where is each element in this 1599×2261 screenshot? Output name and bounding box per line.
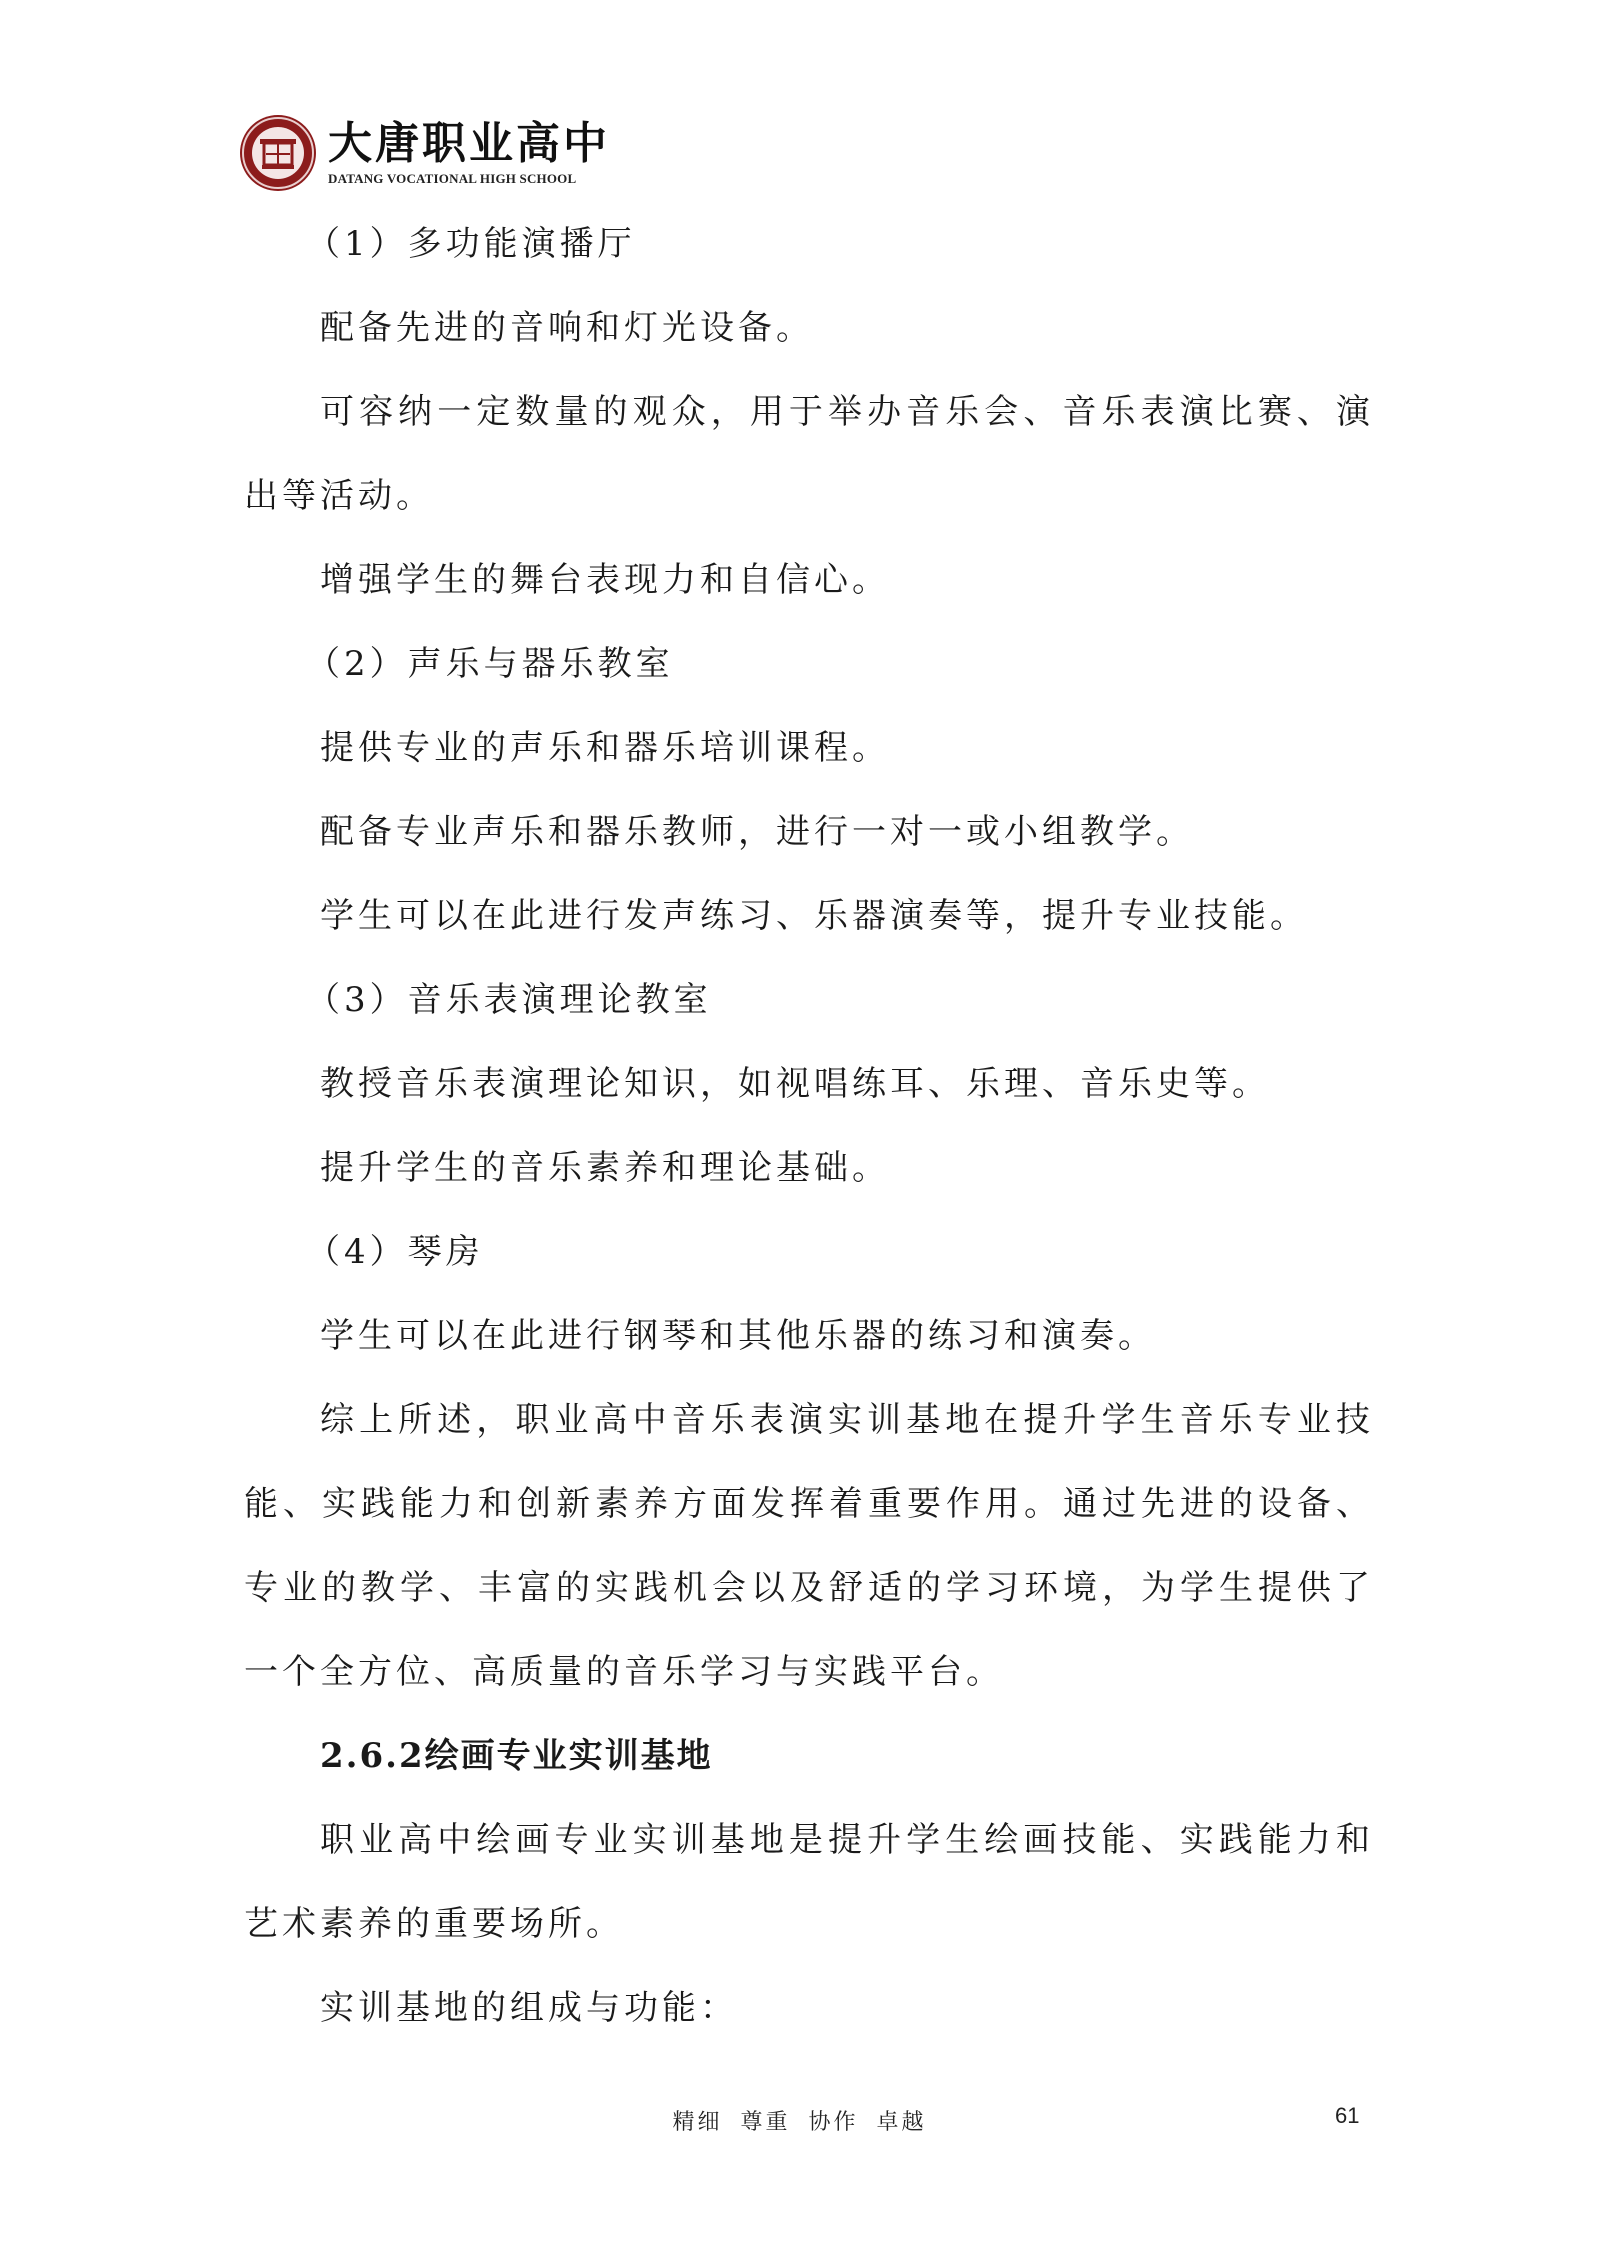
paragraph: 提升学生的音乐素养和理论基础。 xyxy=(320,1148,890,1188)
paragraph: 配备先进的音响和灯光设备。 xyxy=(320,308,814,348)
subheading-vocal-instrumental: （2）声乐与器乐教室 xyxy=(306,644,674,684)
page-header xyxy=(240,108,610,198)
subheading-piano-room: （4）琴房 xyxy=(306,1232,484,1272)
page-number: 61 xyxy=(1335,2103,1360,2128)
paragraph: 实训基地的组成与功能： xyxy=(320,1988,738,2028)
section-heading: 2.6.2绘画专业实训基地 xyxy=(320,1736,713,1776)
paragraph: 可容纳一定数量的观众，用于举办音乐会、音乐表演比赛、演出等活动。 xyxy=(244,392,1374,516)
paragraph: 提供专业的声乐和器乐培训课程。 xyxy=(320,728,890,768)
seal-emblem-icon xyxy=(240,115,316,191)
paragraph: 学生可以在此进行钢琴和其他乐器的练习和演奏。 xyxy=(320,1316,1156,1356)
subheading-studio: （1）多功能演播厅 xyxy=(306,224,636,264)
school-brand xyxy=(328,119,610,187)
paragraph: 职业高中绘画专业实训基地是提升学生绘画技能、实践能力和艺术素养的重要场所。 xyxy=(244,1820,1374,1944)
school-name-cn: 大唐职业高中 xyxy=(328,118,610,169)
subheading-theory-classroom: （3）音乐表演理论教室 xyxy=(306,980,712,1020)
paragraph: 教授音乐表演理论知识，如视唱练耳、乐理、音乐史等。 xyxy=(320,1064,1270,1104)
footer-motto: 精细 尊重 协作 卓越 xyxy=(672,2110,927,2135)
paragraph: 学生可以在此进行发声练习、乐器演奏等，提升专业技能。 xyxy=(320,896,1308,936)
school-seal-logo xyxy=(240,115,316,191)
document-body xyxy=(244,202,1374,2050)
school-name-en: DATANG VOCATIONAL HIGH SCHOOL xyxy=(328,171,577,186)
paragraph: 增强学生的舞台表现力和自信心。 xyxy=(320,560,890,600)
summary-paragraph: 综上所述，职业高中音乐表演实训基地在提升学生音乐专业技能、实践能力和创新素养方面发挥着重要作用。通过先进的设备、专业的教学、丰富的实践机会以及舒适的学习环境，为学生提供了一个全方位、高质量的音乐学习与实践平台。 xyxy=(244,1400,1374,1692)
paragraph: 配备专业声乐和器乐教师，进行一对一或小组教学。 xyxy=(320,812,1194,852)
